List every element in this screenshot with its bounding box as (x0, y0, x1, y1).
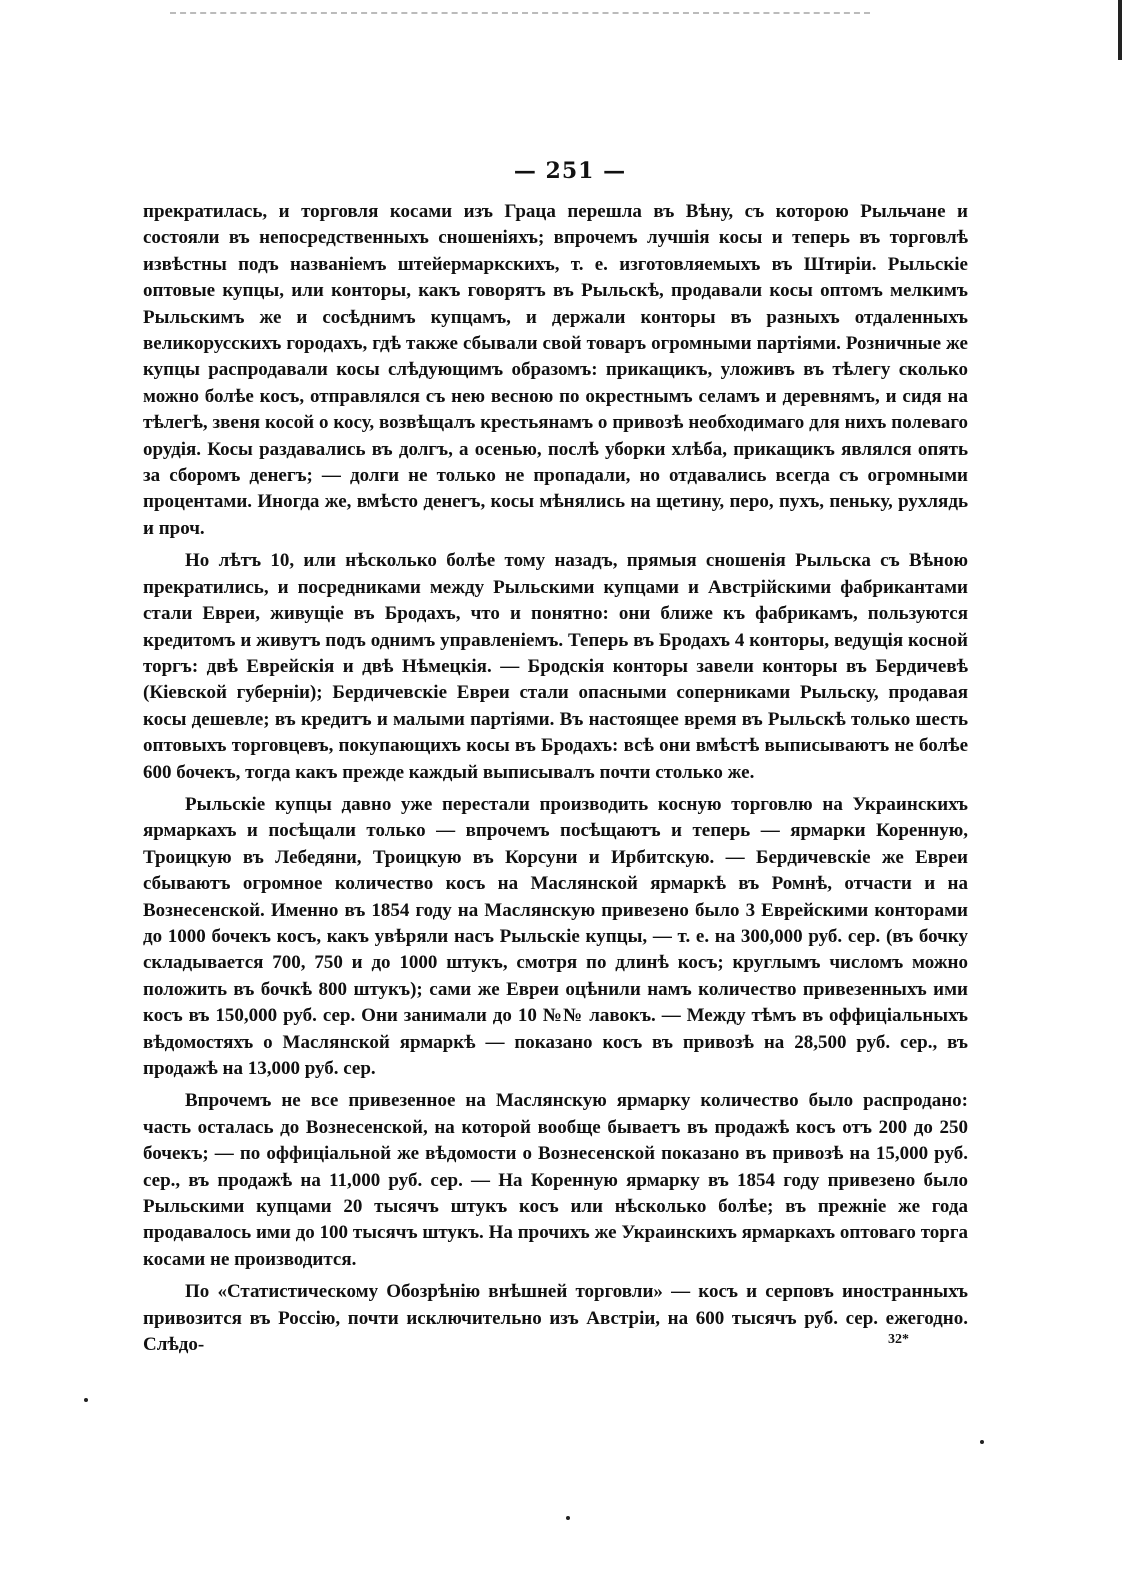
page-edge-mark (1118, 0, 1122, 60)
paragraph-1: прекратилась, и торговля косами изъ Граца перешла въ Вѣну, съ которою Рыльчане и состояли въ непосредственныхъ сношеніяхъ; впрочемъ лучшія косы и теперь въ торговлѣ извѣстны подъ названіемъ штейермаркскихъ, т. е. изготовляемыхъ въ Штиріи. Рыльскіе оптовые купцы, или конторы, какъ говорятъ въ Рыльскѣ, продавали косы оптомъ мелкимъ Рыльскимъ же и сосѣднимъ купцамъ, и держали конторы въ разныхъ отдаленныхъ великорусскихъ городахъ, гдѣ также сбывали свой товаръ огромными партіями. Розничные же купцы распродавали косы слѣдующимъ образомъ: прикащикъ, уложивъ въ тѣлегу сколько можно болѣе косъ, отправлялся съ нею весною по окрестнымъ селамъ и деревнямъ, и сидя на тѣлегѣ, звеня косой о косу, возвѣщалъ крестьянамъ о привозѣ необходимаго для нихъ полеваго орудія. Косы раздавались въ долгъ, а осенью, послѣ уборки хлѣба, прикащикъ являлся опять за сборомъ денегъ; — долги не только не пропадали, но отдавались всегда съ огромными процентами. Иногда же, вмѣсто денегъ, косы мѣнялись на щетину, перо, пухъ, пеньку, рухлядь и проч. (143, 201, 968, 539)
scan-speck (980, 1440, 984, 1444)
printer-signature: 32* (888, 1332, 909, 1347)
paragraph-2: Но лѣтъ 10, или нѣсколько болѣе тому назадъ, прямыя сношенія Рыльска съ Вѣною прекратились, и посредниками между Рыльскими купцами и Австрійскими фабрикантами стали Евреи, живущіе въ Бродахъ, что и понятно: они ближе къ фабрикамъ, пользуются кредитомъ и живутъ подъ однимъ управленіемъ. Теперь въ Бродахъ 4 конторы, ведущія косной торгъ: двѣ Еврейскія и двѣ Нѣмецкія. — Бродскія конторы завели конторы въ Бердичевѣ (Кіевской губерніи); Бердичевскіе Евреи стали опасными соперниками Рыльску, продавая косы дешевле; въ кредитъ и малыми партіями. Въ настоящее время въ Рыльскѣ только шесть оптовыхъ торговцевъ, покупающихъ косы въ Бродахъ: всѣ они вмѣстѣ выписываютъ не болѣе 600 бочекъ, тогда какъ прежде каждый выписывалъ почти столько же. (143, 550, 968, 783)
paragraph-3: Рыльскіе купцы давно уже перестали производить косную торговлю на Украинскихъ ярмаркахъ и посѣщали только — впрочемъ посѣщаютъ и теперь — ярмарки Коренную, Троицкую въ Лебедяни, Троицкую въ Корсуни и Ирбитскую. — Бердичевскіе же Евреи сбываютъ огромное количество косъ на Маслянской ярмаркѣ въ Ромнѣ, отчасти и на Вознесенской. Именно въ 1854 году на Маслянскую привезено было 3 Еврейскими конторами до 1000 бочекъ косъ, какъ увѣряли насъ Рыльскіе купцы, — т. е. на 300,000 руб. сер. (въ бочку складывается 700, 750 и до 1000 штукъ, смотря по длинѣ косъ; круглымъ числомъ можно положить въ бочкѣ 800 штукъ); сами же Евреи оцѣнили намъ количество привезенныхъ ими косъ въ 150,000 руб. сер. Они занимали до 10 №№ лавокъ. — Между тѣмъ въ оффиціальныхъ вѣдомостяхъ о Маслянской ярмаркѣ — показано косъ въ привозѣ на 28,500 руб. сер., въ продажѣ на 13,000 руб. сер. (143, 793, 968, 1079)
scan-speck (566, 1516, 570, 1520)
scan-speck (84, 1398, 88, 1402)
top-edge-rule (170, 12, 870, 14)
paragraph-4: Впрочемъ не все привезенное на Маслянскую ярмарку количество было распродано: часть осталась до Вознесенской, на которой вообще бываетъ въ продажѣ косъ отъ 200 до 250 бочекъ; — по оффиціальной же вѣдомости о Вознесенской показано въ привозѣ на 15,000 руб. сер., въ продажѣ на 11,000 руб. сер. — На Коренную ярмарку въ 1854 году привезено было Рыльскими купцами 20 тысячъ штукъ косъ или нѣсколько болѣе; въ прежніе же года продавалось ими до 100 тысячъ штукъ. На прочихъ же Украинскихъ ярмаркахъ оптоваго торга косами не производится. (143, 1090, 968, 1270)
paragraph-5: По «Статистическому Обозрѣнію внѣшней торговли» — косъ и серповъ иностранныхъ привозится въ Россію, почти исключительно изъ Австріи, на 600 тысячъ руб. сер. ежегодно. Слѣдо- (143, 1281, 968, 1356)
page-number: — 251 — (513, 158, 627, 184)
body-text (143, 199, 968, 1358)
